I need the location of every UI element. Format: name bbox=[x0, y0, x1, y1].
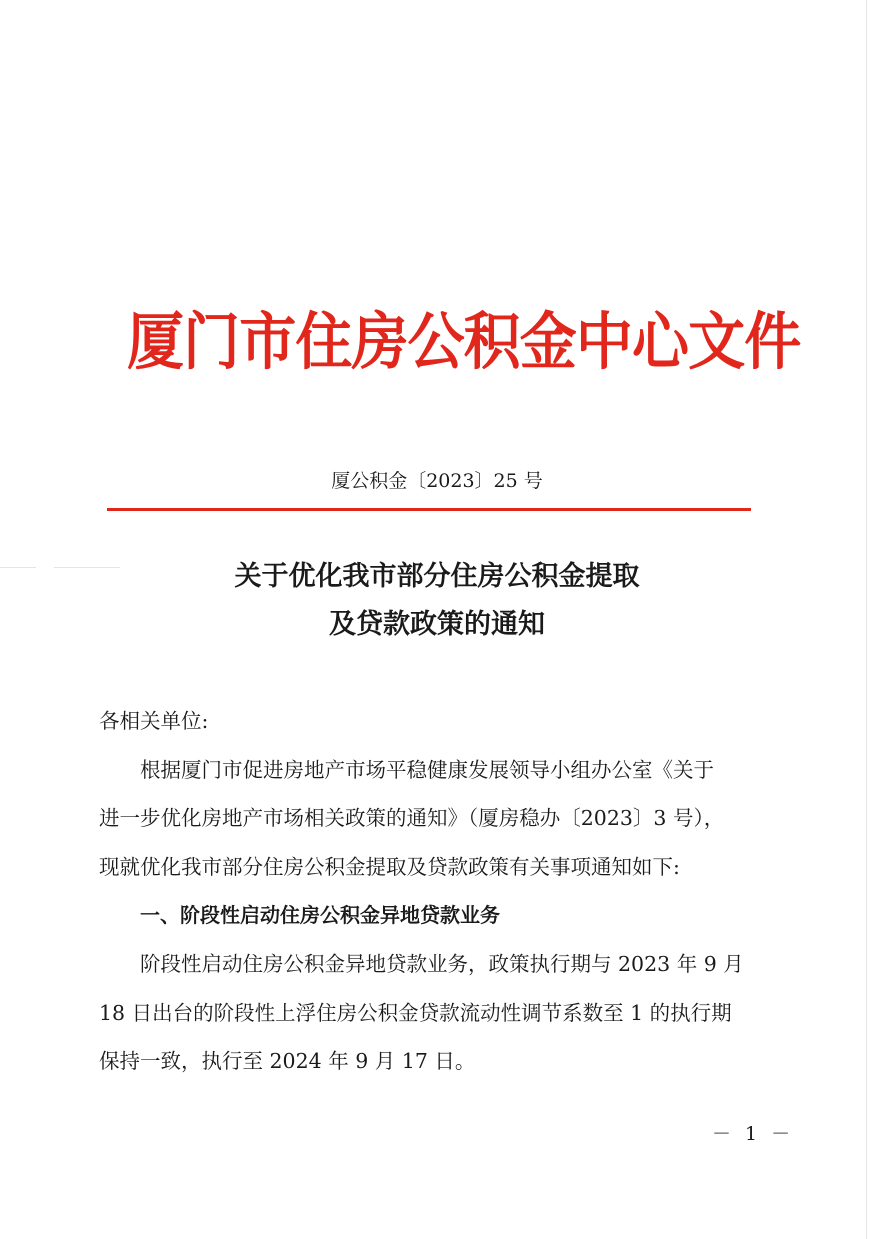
paragraph-2-line-3: 保持一致，执行至 2024 年 9 月 17 日。 bbox=[99, 1049, 476, 1074]
document-number: 厦公积金〔2023〕25 号 bbox=[331, 470, 543, 492]
paragraph-2-line-2: 18 日出台的阶段性上浮住房公积金贷款流动性调节系数至 1 的执行期 bbox=[99, 1000, 732, 1025]
scan-edge-line bbox=[866, 0, 867, 1239]
section-1-heading: 一、阶段性启动住房公积金异地贷款业务 bbox=[140, 903, 500, 928]
document-body bbox=[99, 697, 775, 1086]
masthead-title: 厦门市住房公积金中心文件 bbox=[126, 305, 801, 378]
paragraph-2-line-1: 阶段性启动住房公积金异地贷款业务，政策执行期与 2023 年 9 月 bbox=[140, 951, 744, 976]
salutation: 各相关单位: bbox=[99, 709, 209, 733]
page-number: － 1 － bbox=[712, 1123, 795, 1145]
red-separator-rule bbox=[107, 508, 751, 511]
paragraph-1-line-2: 进一步优化房地产市场相关政策的通知》（厦房稳办〔2023〕3 号）， bbox=[99, 806, 725, 831]
title-line-1: 关于优化我市部分住房公积金提取 bbox=[234, 561, 640, 592]
title-line-2: 及贷款政策的通知 bbox=[329, 609, 545, 640]
paragraph-1-line-3: 现就优化我市部分住房公积金提取及贷款政策有关事项通知如下: bbox=[99, 854, 680, 879]
document-title bbox=[100, 553, 774, 649]
paragraph-1-line-1: 根据厦门市促进房地产市场平稳健康发展领导小组办公室《关于 bbox=[140, 757, 714, 782]
